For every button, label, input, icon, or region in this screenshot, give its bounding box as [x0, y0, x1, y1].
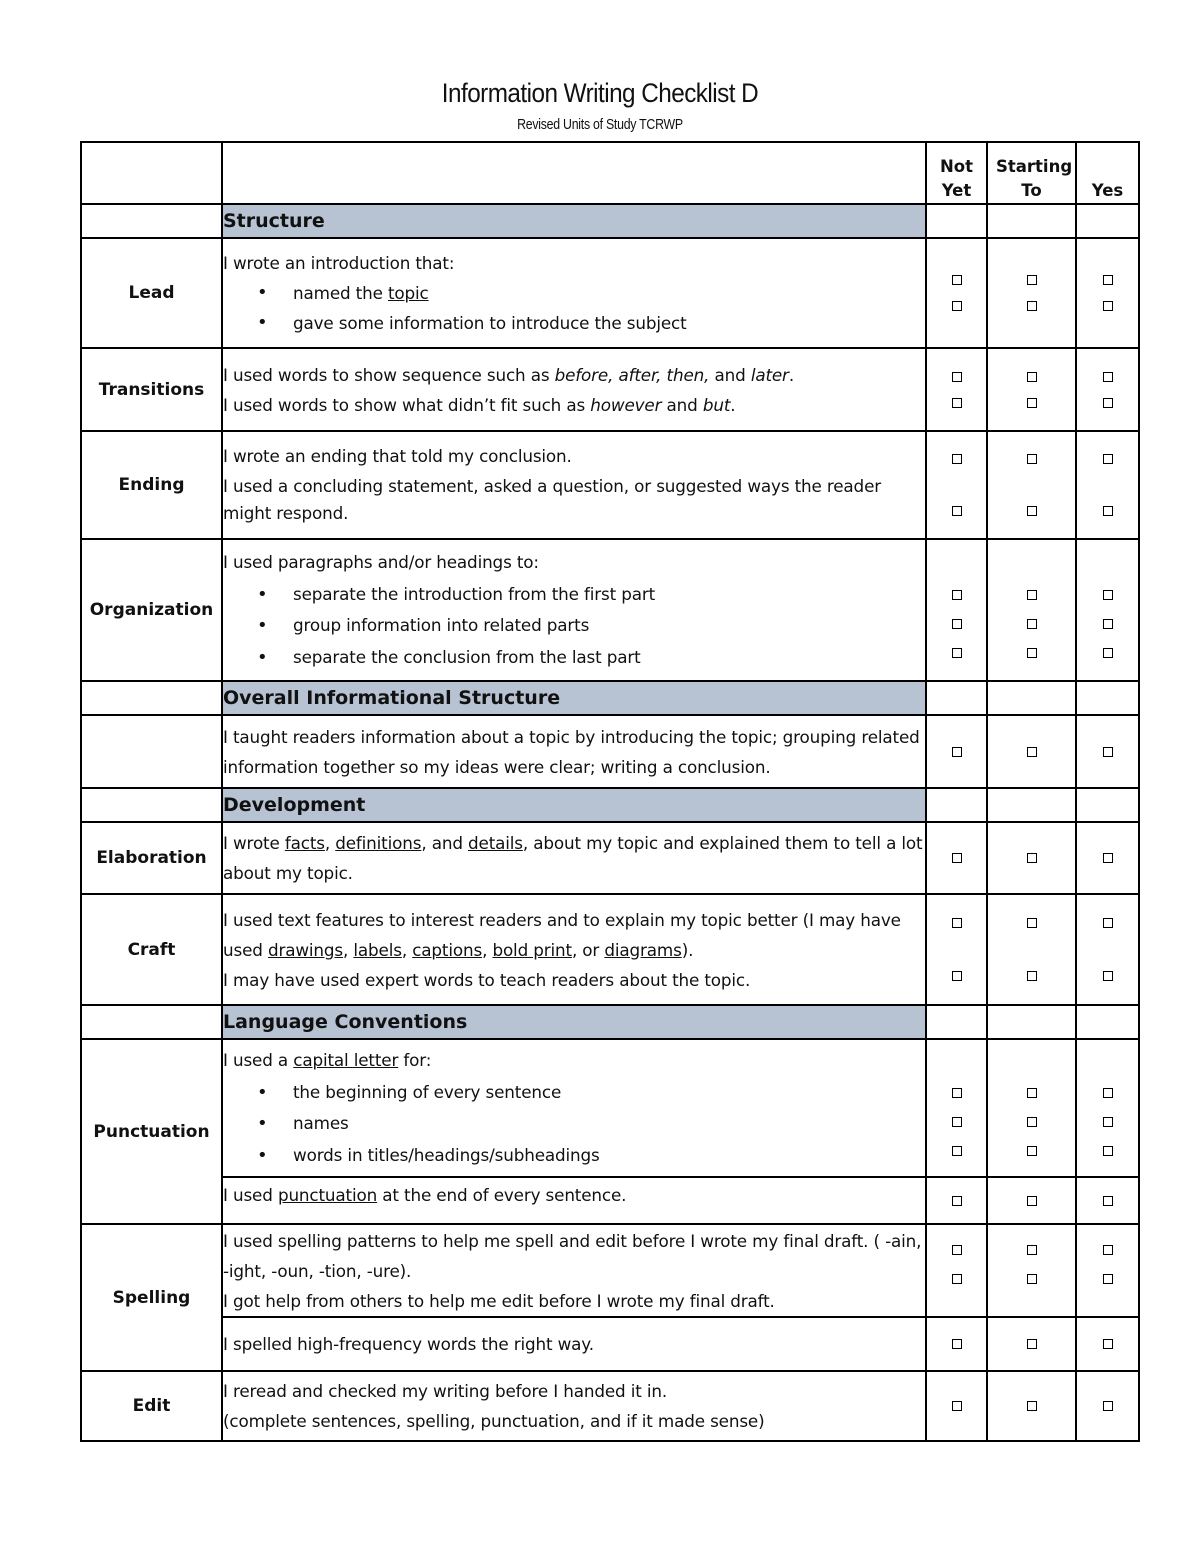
column-header-starting-to: Starting To: [987, 142, 1076, 204]
punctuation-bullet: • the beginning of every sentence: [223, 1077, 925, 1109]
organization-description: I used paragraphs and/or headings to: • separate the introduction from the first part • group information into related parts • separate the conclusion from the last part: [222, 539, 926, 681]
section-row: [81, 681, 1139, 715]
checkbox[interactable]: [952, 747, 962, 757]
checkbox[interactable]: [1027, 1146, 1037, 1156]
category-spelling: Spelling: [81, 1224, 222, 1371]
checkbox[interactable]: [1103, 1196, 1113, 1206]
table-row: [81, 1177, 1139, 1224]
checkbox[interactable]: [1027, 398, 1037, 408]
category-transitions: Transitions: [81, 348, 222, 431]
checkbox[interactable]: [1103, 1117, 1113, 1127]
table-row: [81, 894, 1139, 1005]
checkbox[interactable]: [952, 648, 962, 658]
checkbox[interactable]: [1027, 506, 1037, 516]
table-row: [81, 1039, 1139, 1177]
punctuation-bullet: • words in titles/headings/subheadings: [223, 1140, 925, 1172]
section-row: [81, 1005, 1139, 1039]
checkbox[interactable]: [1103, 918, 1113, 928]
checkbox[interactable]: [1103, 590, 1113, 600]
checkbox[interactable]: [952, 398, 962, 408]
checkbox[interactable]: [1103, 372, 1113, 382]
lead-description: [222, 238, 926, 348]
checkbox[interactable]: [1027, 747, 1037, 757]
checkbox[interactable]: [1027, 1245, 1037, 1255]
checkbox[interactable]: [952, 619, 962, 629]
checkbox[interactable]: [952, 853, 962, 863]
punctuation-description: I used a capital letter for: • the beginning of every sentence • names • words in titles/headings/subheadings: [222, 1039, 926, 1177]
craft-description: I used text features to interest readers and to explain my topic better (I may have used drawings, labels, captions, bold print, or diagrams). I may have used expert words to teach readers about the topic.: [222, 894, 926, 1005]
checkbox[interactable]: [1027, 275, 1037, 285]
table-row: [81, 715, 1139, 788]
checkbox[interactable]: [1103, 506, 1113, 516]
checkbox[interactable]: [952, 1401, 962, 1411]
checkbox[interactable]: [952, 1274, 962, 1284]
checkbox[interactable]: [1103, 971, 1113, 981]
section-development: Development: [222, 788, 926, 822]
category-edit: Edit: [81, 1371, 222, 1441]
checkbox[interactable]: [952, 1088, 962, 1098]
category-elaboration: Elaboration: [81, 822, 222, 894]
lead-bullet: • gave some information to introduce the subject: [223, 308, 925, 338]
checkbox[interactable]: [1027, 971, 1037, 981]
checkbox[interactable]: [952, 275, 962, 285]
checkbox[interactable]: [952, 590, 962, 600]
checkbox[interactable]: [1027, 1401, 1037, 1411]
table-row: [81, 1224, 1139, 1317]
checkbox[interactable]: [1027, 1339, 1037, 1349]
checkbox[interactable]: [952, 1245, 962, 1255]
checkbox[interactable]: [952, 1117, 962, 1127]
table-row: [81, 431, 1139, 539]
table-row: [81, 539, 1139, 681]
column-header-not-yet: Not Yet: [926, 142, 987, 204]
section-overall-informational-structure: Overall Informational Structure: [222, 681, 926, 715]
checkbox[interactable]: [1103, 619, 1113, 629]
table-row: [81, 1371, 1139, 1441]
checkbox[interactable]: [1027, 372, 1037, 382]
organization-bullet: • group information into related parts: [223, 610, 925, 642]
header-blank: [81, 142, 222, 204]
checkbox[interactable]: [1027, 853, 1037, 863]
checkbox[interactable]: [1103, 1088, 1113, 1098]
section-row: [81, 204, 1139, 238]
checkbox[interactable]: [1027, 1088, 1037, 1098]
organization-bullet: • separate the conclusion from the last part: [223, 642, 925, 674]
checkbox[interactable]: [1027, 648, 1037, 658]
checkbox[interactable]: [1027, 454, 1037, 464]
checkbox[interactable]: [1027, 1274, 1037, 1284]
ending-description: I wrote an ending that told my conclusion. I used a concluding statement, asked a question, or suggested ways the reader might respond.: [222, 431, 926, 539]
checkbox[interactable]: [1103, 1146, 1113, 1156]
table-row: [81, 238, 1139, 348]
organization-bullet: • separate the introduction from the first part: [223, 579, 925, 611]
category-craft: Craft: [81, 894, 222, 1005]
checkbox[interactable]: [952, 1339, 962, 1349]
checkbox[interactable]: [1103, 1245, 1113, 1255]
header-blank: [222, 142, 926, 204]
checkbox[interactable]: [1103, 1274, 1113, 1284]
overall-description: I taught readers information about a topic by introducing the topic; grouping related information together so my ideas were clear; writing a conclusion.: [222, 715, 926, 788]
checkbox[interactable]: [1103, 1401, 1113, 1411]
checkbox[interactable]: [952, 506, 962, 516]
section-structure: Structure: [222, 204, 926, 238]
checkbox[interactable]: [952, 1196, 962, 1206]
header-row: [81, 142, 1139, 204]
checkbox[interactable]: [1027, 590, 1037, 600]
punctuation-end-description: I used punctuation at the end of every sentence.: [222, 1177, 926, 1224]
checkbox[interactable]: [1103, 398, 1113, 408]
table-row: [81, 348, 1139, 431]
checkbox[interactable]: [1103, 853, 1113, 863]
checkbox[interactable]: [1027, 1196, 1037, 1206]
lead-bullet: • named the topic: [223, 278, 925, 308]
section-row: [81, 788, 1139, 822]
category-lead: Lead: [81, 238, 222, 348]
checkbox[interactable]: [1103, 747, 1113, 757]
elaboration-description: I wrote facts, definitions, and details, about my topic and explained them to tell a lot about my topic.: [222, 822, 926, 894]
checkbox[interactable]: [1027, 619, 1037, 629]
transitions-description: I used words to show sequence such as before, after, then, and later. I used words to show what didn’t fit such as however and but.: [222, 348, 926, 431]
table-row: [81, 822, 1139, 894]
checkbox[interactable]: [952, 918, 962, 928]
checkbox[interactable]: [1027, 1117, 1037, 1127]
page-title: Information Writing Checklist D: [441, 78, 759, 108]
table-row: [81, 1317, 1139, 1371]
checkbox[interactable]: [952, 301, 962, 311]
checkbox[interactable]: [1103, 454, 1113, 464]
checkbox[interactable]: [952, 454, 962, 464]
checkbox[interactable]: [1027, 301, 1037, 311]
section-language-conventions: Language Conventions: [222, 1005, 926, 1039]
checkbox[interactable]: [952, 372, 962, 382]
checkbox[interactable]: [952, 971, 962, 981]
lead-intro: I wrote an introduction that:: [223, 253, 455, 273]
punctuation-bullet: • names: [223, 1108, 925, 1140]
category-organization: Organization: [81, 539, 222, 681]
spelling-description: I used spelling patterns to help me spell and edit before I wrote my final draft. ( -ain, -ight, -oun, -tion, -ure). I got help from others to help me edit before I wrote my final draft.: [222, 1224, 926, 1317]
checkbox[interactable]: [1103, 275, 1113, 285]
checkbox[interactable]: [1103, 1339, 1113, 1349]
column-header-yes: Yes: [1076, 142, 1139, 204]
checklist-table: [80, 141, 1140, 1442]
checkbox[interactable]: [952, 1146, 962, 1156]
page-subtitle: Revised Units of Study TCRWP: [517, 117, 683, 133]
edit-description: I reread and checked my writing before I handed it in. (complete sentences, spelling, punctuation, and if it made sense): [222, 1371, 926, 1441]
category-ending: Ending: [81, 431, 222, 539]
category-punctuation: Punctuation: [81, 1039, 222, 1224]
checkbox[interactable]: [1103, 301, 1113, 311]
checkbox[interactable]: [1103, 648, 1113, 658]
spelling-hf-description: I spelled high-frequency words the right way.: [222, 1317, 926, 1371]
checkbox[interactable]: [1027, 918, 1037, 928]
